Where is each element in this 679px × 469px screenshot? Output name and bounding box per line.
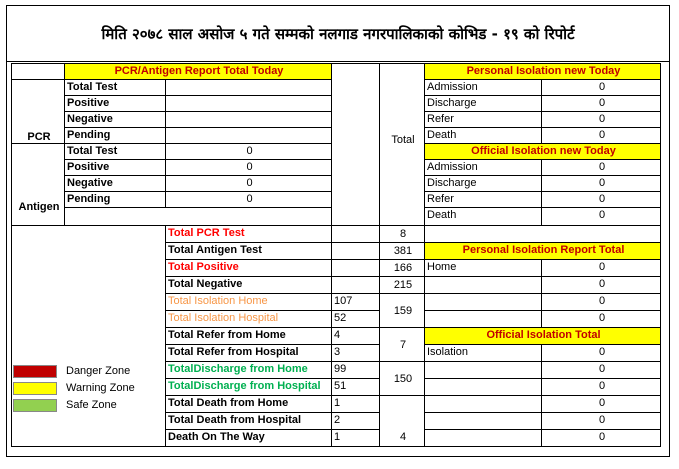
- personal-today-label: Admission: [424, 79, 542, 96]
- official-today-label: Refer: [424, 191, 542, 208]
- blank-cell: [424, 225, 661, 243]
- antigen-row-label: Total Test: [64, 143, 166, 160]
- official-total-value: 0: [541, 412, 661, 430]
- official-today-label: Admission: [424, 159, 542, 176]
- totals-row-sub: 3: [331, 344, 380, 362]
- personal-total-value: 0: [541, 310, 661, 328]
- totals-row-label: Total Refer from Home: [165, 327, 332, 345]
- pcr-row-label: Total Test: [64, 79, 166, 96]
- personal-isolation-today-header: Personal Isolation new Today: [424, 63, 661, 80]
- blank-row: [64, 207, 332, 226]
- totals-row-sub: [331, 225, 380, 243]
- personal-total-value: 0: [541, 293, 661, 311]
- pcr-row-value: [165, 79, 332, 96]
- official-isolation-today-header: Official Isolation new Today: [424, 143, 661, 160]
- totals-row-label: TotalDischarge from Hospital: [165, 378, 332, 396]
- legend-label: Warning Zone: [66, 382, 135, 394]
- legend-swatch: [13, 382, 57, 395]
- totals-row-label: Total Refer from Hospital: [165, 344, 332, 362]
- blank-corner: [11, 63, 65, 80]
- pcr-antigen-header: PCR/Antigen Report Total Today: [64, 63, 332, 80]
- blank-column: [331, 63, 380, 226]
- personal-today-label: Discharge: [424, 95, 542, 112]
- totals-group-value: 381: [379, 242, 425, 260]
- totals-row-label: Total Antigen Test: [165, 242, 332, 260]
- official-today-value: 0: [541, 159, 661, 176]
- totals-row-sub: [331, 242, 380, 260]
- personal-today-value: 0: [541, 127, 661, 144]
- official-today-value: 0: [541, 175, 661, 192]
- legend-label: Safe Zone: [66, 399, 117, 411]
- antigen-row-label: Pending: [64, 191, 166, 208]
- antigen-row-label: Positive: [64, 159, 166, 176]
- official-total-label: [424, 378, 542, 396]
- personal-today-value: 0: [541, 79, 661, 96]
- legend-swatch: [13, 399, 57, 412]
- official-today-label: Death: [424, 207, 542, 226]
- antigen-row-value: 0: [165, 143, 332, 160]
- pcr-row-label: Negative: [64, 111, 166, 128]
- personal-total-label: [424, 310, 542, 328]
- pcr-row-value: [165, 127, 332, 144]
- official-total-value: 0: [541, 361, 661, 379]
- totals-group-value: 159: [379, 293, 425, 328]
- pcr-row-label: Positive: [64, 95, 166, 112]
- totals-group-value: 7: [379, 327, 425, 362]
- personal-total-label: [424, 276, 542, 294]
- official-total-value: 0: [541, 429, 661, 447]
- official-total-value: 0: [541, 344, 661, 362]
- personal-today-label: Death: [424, 127, 542, 144]
- totals-row-label: Total PCR Test: [165, 225, 332, 243]
- total-label: Total: [379, 63, 425, 226]
- totals-row-label: Total Death from Hospital: [165, 412, 332, 430]
- totals-row-label: Death On The Way: [165, 429, 332, 447]
- pcr-group-label: PCR: [11, 79, 65, 144]
- personal-isolation-total-header: Personal Isolation Report Total: [424, 242, 661, 260]
- official-total-value: 0: [541, 395, 661, 413]
- totals-group-value: 4: [379, 395, 425, 447]
- totals-row-label: TotalDischarge from Home: [165, 361, 332, 379]
- totals-group-value: 166: [379, 259, 425, 277]
- personal-total-value: 0: [541, 276, 661, 294]
- official-today-value: 0: [541, 191, 661, 208]
- official-today-label: Discharge: [424, 175, 542, 192]
- totals-row-label: Total Positive: [165, 259, 332, 277]
- antigen-row-label: Negative: [64, 175, 166, 192]
- official-total-value: 0: [541, 378, 661, 396]
- personal-today-label: Refer: [424, 111, 542, 128]
- personal-today-value: 0: [541, 95, 661, 112]
- official-total-label: [424, 429, 542, 447]
- totals-row-sub: 51: [331, 378, 380, 396]
- pcr-row-value: [165, 111, 332, 128]
- personal-total-label: Home: [424, 259, 542, 277]
- antigen-group-label: Antigen: [11, 143, 65, 226]
- pcr-row-label: Pending: [64, 127, 166, 144]
- totals-row-label: Total Negative: [165, 276, 332, 294]
- personal-total-label: [424, 293, 542, 311]
- official-isolation-total-header: Official Isolation Total: [424, 327, 661, 345]
- totals-row-label: Total Isolation Hospital: [165, 310, 332, 328]
- pcr-row-value: [165, 95, 332, 112]
- personal-total-value: 0: [541, 259, 661, 277]
- legend-swatch: [13, 365, 57, 378]
- official-total-label: [424, 361, 542, 379]
- totals-row-sub: [331, 276, 380, 294]
- legend-label: Danger Zone: [66, 365, 131, 377]
- antigen-row-value: 0: [165, 159, 332, 176]
- totals-row-sub: 4: [331, 327, 380, 345]
- personal-today-value: 0: [541, 111, 661, 128]
- report-title: मिति २०७८ साल असोज ५ गते सम्मको नलगाड नगरपालिकाको कोभिड - १९ को रिपोर्ट: [7, 6, 669, 62]
- totals-row-sub: 99: [331, 361, 380, 379]
- totals-group-value: 150: [379, 361, 425, 396]
- antigen-row-value: 0: [165, 175, 332, 192]
- totals-group-value: 8: [379, 225, 425, 243]
- official-total-label: Isolation: [424, 344, 542, 362]
- totals-row-sub: 107: [331, 293, 380, 311]
- official-today-value: 0: [541, 207, 661, 226]
- totals-row-label: Total Death from Home: [165, 395, 332, 413]
- totals-group-value: 215: [379, 276, 425, 294]
- totals-row-sub: 2: [331, 412, 380, 430]
- totals-row-sub: 1: [331, 429, 380, 447]
- totals-row-sub: 52: [331, 310, 380, 328]
- official-total-label: [424, 412, 542, 430]
- antigen-row-value: 0: [165, 191, 332, 208]
- totals-row-sub: 1: [331, 395, 380, 413]
- official-total-label: [424, 395, 542, 413]
- totals-row-sub: [331, 259, 380, 277]
- totals-row-label: Total Isolation Home: [165, 293, 332, 311]
